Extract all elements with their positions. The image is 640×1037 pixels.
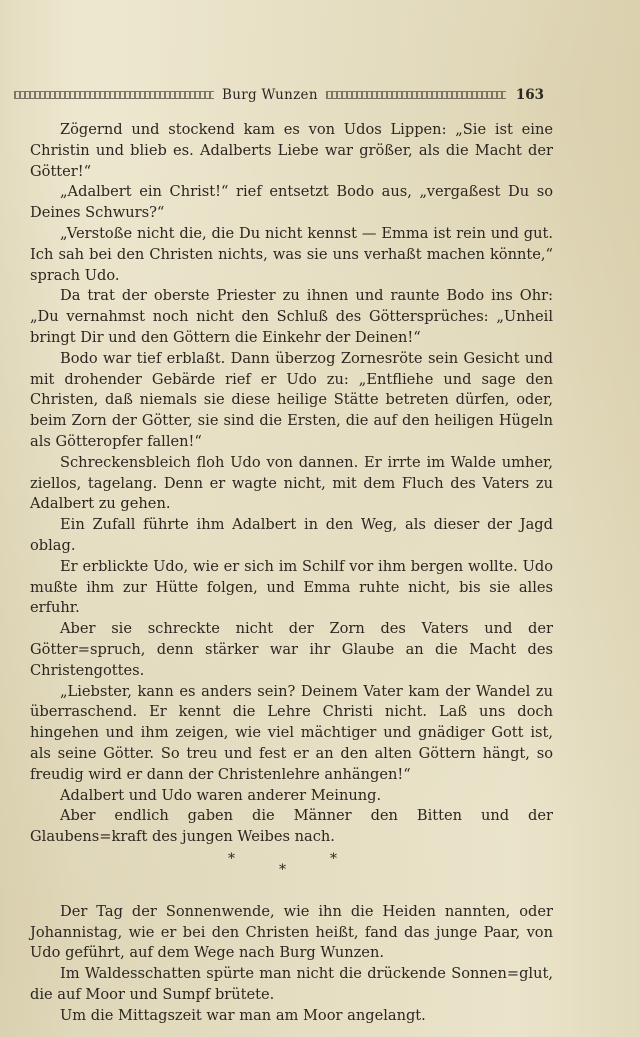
body-text <box>30 120 553 1027</box>
section-separator <box>30 850 553 896</box>
paragraph: „Adalbert ein Christ!“ rief entsetzt Bodo aus, „vergaßest Du so Deines Schwurs?“ <box>30 183 553 222</box>
paragraph: Ein Zufall führte ihm Adalbert in den Weg, als dieser der Jagd oblag. <box>30 516 553 554</box>
separator-asterisk: * <box>279 861 286 878</box>
paragraph: Aber endlich gaben die Männer den Bitten und der Glaubens=kraft des jungen Weibes nach. <box>30 807 553 846</box>
header-ornament-right <box>326 91 506 99</box>
paragraph: Bodo war tief erblaßt. Dann überzog Zornesröte sein Gesicht und mit drohender Gebärde rief er Udo zu: „Entfliehe und sage den Christen, daß niemals sie diese heilige Stätte betreten dürfen, oder, beim Zorn der Götter, sie sind die Ersten, die auf den heiligen Hügeln als Götteropfer fallen!“ <box>30 349 553 450</box>
page-header <box>14 84 554 106</box>
paragraph: Adalbert und Udo waren anderer Meinung. <box>60 786 382 804</box>
paragraph: Aber sie schreckte nicht der Zorn des Vaters und der Götter=spruch, denn stärker war ihr Glaube an die Macht des Christengottes. <box>30 620 553 679</box>
paragraph: Der Tag der Sonnenwende, wie ihn die Heiden nannten, oder Johannistag, wie er bei den Christen heißt, fand das junge Paar, von Udo geführt, auf dem Wege nach Burg Wunzen. <box>30 902 553 962</box>
paragraph: Schreckensbleich floh Udo von dannen. Er irrte im Walde umher, ziellos, tagelang. Denn er wagte nicht, mit dem Fluch des Vaters zu Adalbert zu gehen. <box>30 453 553 513</box>
paragraph: Um die Mittagszeit war man am Moor angelangt. <box>60 1006 426 1024</box>
paragraph: Im Waldesschatten spürte man nicht die drückende Sonnen=glut, die auf Moor und Sumpf brütete. <box>30 965 553 1004</box>
running-title: Burg Wunzen <box>222 87 318 103</box>
header-ornament-left <box>14 91 214 99</box>
paragraph: Zögernd und stockend kam es von Udos Lippen: „Sie ist eine Christin und blieb es. Adalberts Liebe war größer, als die Macht der Götter!“ <box>30 121 553 180</box>
paragraph: „Liebster, kann es anders sein? Deinem Vater kam der Wandel zu überraschend. Er kennt die Lehre Christi nicht. Laß uns doch hingehen und ihm zeigen, wie viel mächtiger und gnädiger Gott ist, als seine Götter. So treu und fest er an den alten Göttern hängt, so freudig wird er dann der Christenlehre anhängen!“ <box>30 682 553 783</box>
separator-asterisk: * <box>228 850 235 867</box>
page-number: 163 <box>515 87 545 103</box>
paragraph: Da trat der oberste Priester zu ihnen und raunte Bodo ins Ohr: „Du vernahmst noch nicht den Schluß des Göttersprüches: „Unheil bringt Dir und den Göttern die Einkehr der Deinen!“ <box>30 287 553 346</box>
paragraph: „Verstoße nicht die, die Du nicht kennst — Emma ist rein und gut. Ich sah bei den Christen nichts, was sie uns verhaßt machen könnte,“ sprach Udo. <box>30 224 553 284</box>
paragraph: Er erblickte Udo, wie er sich im Schilf vor ihm bergen wollte. Udo mußte ihm zur Hütte folgen, und Emma ruhte nicht, bis sie alles erfuhr. <box>30 557 553 617</box>
separator-asterisk: * <box>330 850 337 867</box>
